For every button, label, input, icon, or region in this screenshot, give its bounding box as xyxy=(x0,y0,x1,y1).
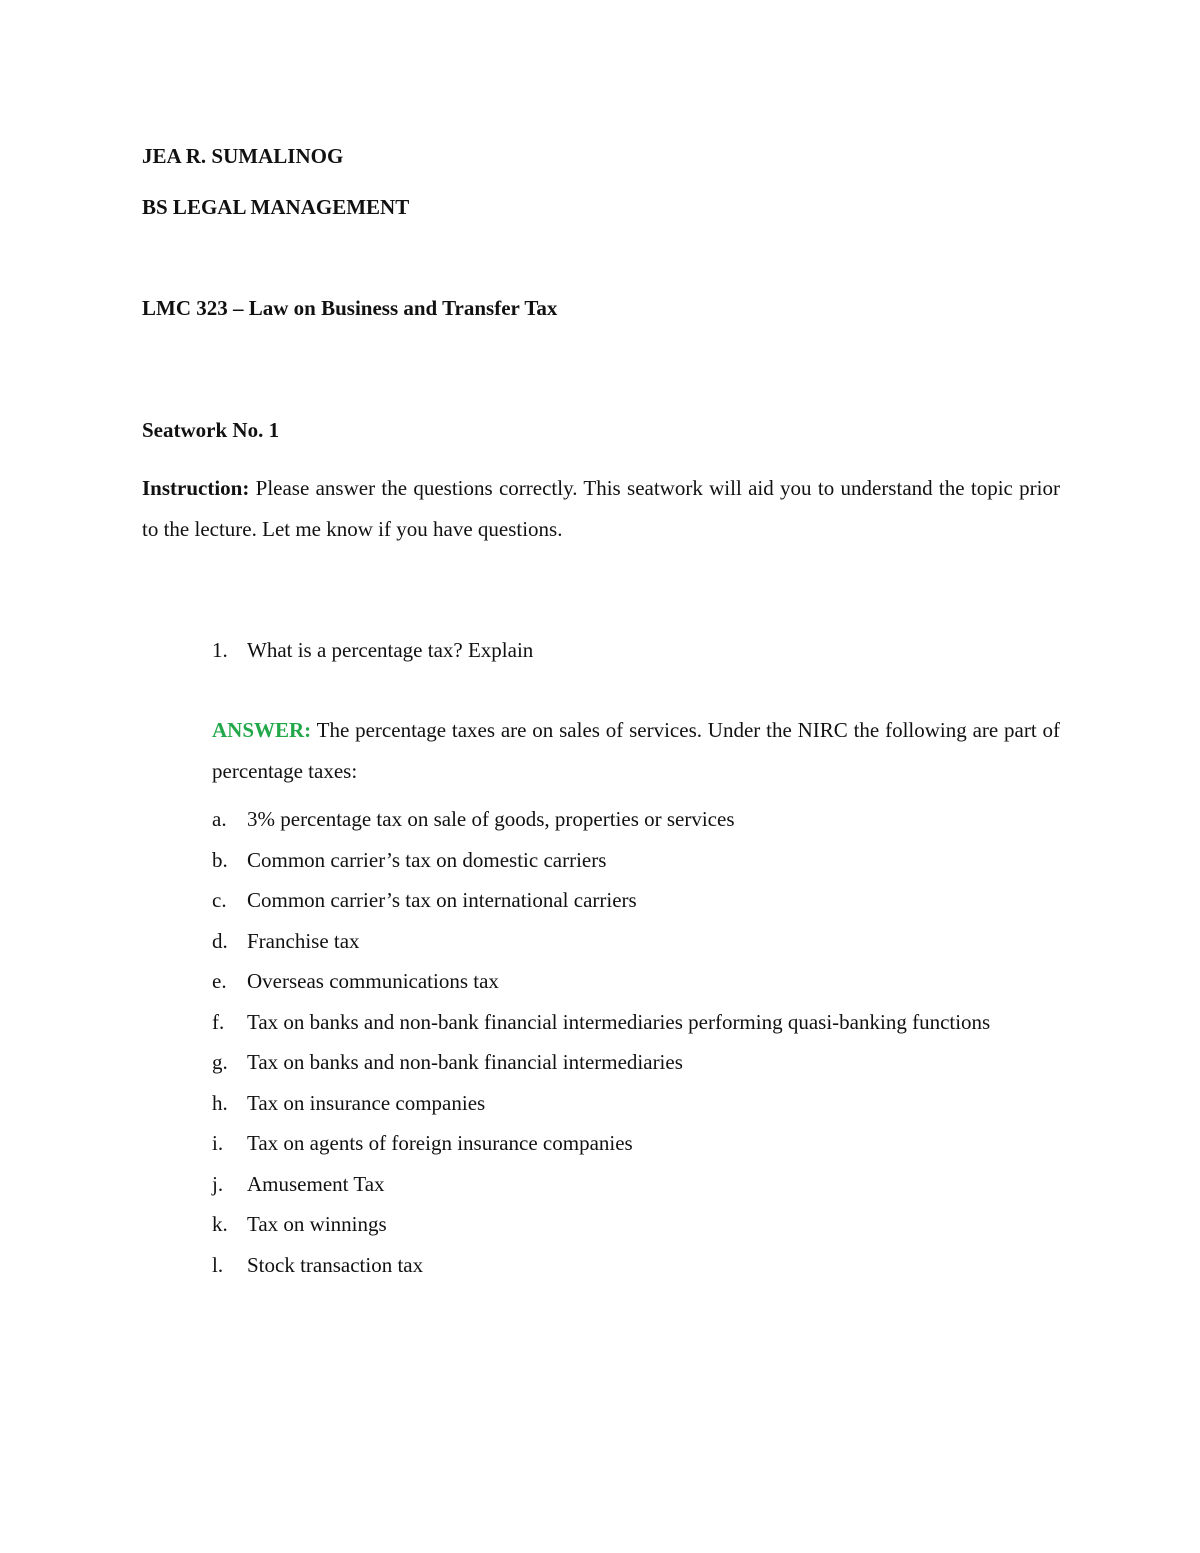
list-item xyxy=(212,1083,1060,1124)
list-item-marker: k. xyxy=(212,1212,228,1236)
instruction-label: Instruction: xyxy=(142,476,250,500)
question-text: What is a percentage tax? Explain xyxy=(247,638,534,662)
list-item xyxy=(212,1002,1060,1043)
instruction-paragraph xyxy=(142,468,1060,550)
list-item-marker: j. xyxy=(212,1171,224,1196)
course-title: LMC 323 – Law on Business and Transfer Tax xyxy=(142,296,558,320)
list-item-text: 3% percentage tax on sale of goods, properties or services xyxy=(247,807,735,831)
list-item-marker: a. xyxy=(212,807,227,831)
question-number: 1. xyxy=(212,638,228,662)
seatwork-title: Seatwork No. 1 xyxy=(142,418,280,442)
answer-text: The percentage taxes are on sales of services. Under the NIRC the following are part of percentage taxes: xyxy=(212,718,1060,783)
list-item-text: Amusement Tax xyxy=(247,1171,385,1196)
list-item xyxy=(212,799,1060,840)
list-item-marker: d. xyxy=(212,928,228,953)
list-item-marker: h. xyxy=(212,1090,228,1115)
list-item-text: Tax on insurance companies xyxy=(247,1090,486,1115)
list-item xyxy=(212,840,1060,881)
instruction-text: Please answer the questions correctly. This seatwork will aid you to understand the topic prior to the lecture. Let me know if you have questions. xyxy=(142,476,1060,541)
list-item-text: Tax on agents of foreign insurance companies xyxy=(247,1131,633,1155)
list-item-text: Tax on banks and non-bank financial intermediaries performing quasi-banking functions xyxy=(247,1009,991,1034)
list-item xyxy=(212,1123,1060,1164)
list-item xyxy=(212,921,1060,962)
list-item-marker: b. xyxy=(212,847,228,872)
list-item-text: Overseas communications tax xyxy=(247,969,499,993)
list-item xyxy=(212,880,1060,921)
list-item-marker: l. xyxy=(212,1252,224,1277)
list-item-marker: g. xyxy=(212,1050,228,1074)
list-item xyxy=(212,1245,1060,1286)
list-item-text: Stock transaction tax xyxy=(247,1252,424,1277)
list-item-marker: c. xyxy=(212,888,227,912)
list-item-text: Tax on banks and non-bank financial intermediaries xyxy=(247,1050,683,1074)
list-item-text: Tax on winnings xyxy=(247,1212,387,1236)
answer-paragraph xyxy=(212,710,1060,792)
list-item xyxy=(212,1164,1060,1205)
list-item-text: Common carrier’s tax on domestic carriers xyxy=(247,847,607,872)
list-item xyxy=(212,1204,1060,1245)
list-item xyxy=(212,1042,1060,1083)
program-name: BS LEGAL MANAGEMENT xyxy=(142,195,410,219)
list-item-marker: f. xyxy=(212,1009,225,1034)
list-item-text: Franchise tax xyxy=(247,928,360,953)
list-item xyxy=(212,961,1060,1002)
list-item-marker: i. xyxy=(212,1131,224,1155)
student-name: JEA R. SUMALINOG xyxy=(142,144,344,168)
list-item-marker: e. xyxy=(212,969,227,993)
list-item-text: Common carrier’s tax on international carriers xyxy=(247,888,637,912)
answer-list xyxy=(212,799,1060,1285)
answer-label: ANSWER: xyxy=(212,718,312,742)
